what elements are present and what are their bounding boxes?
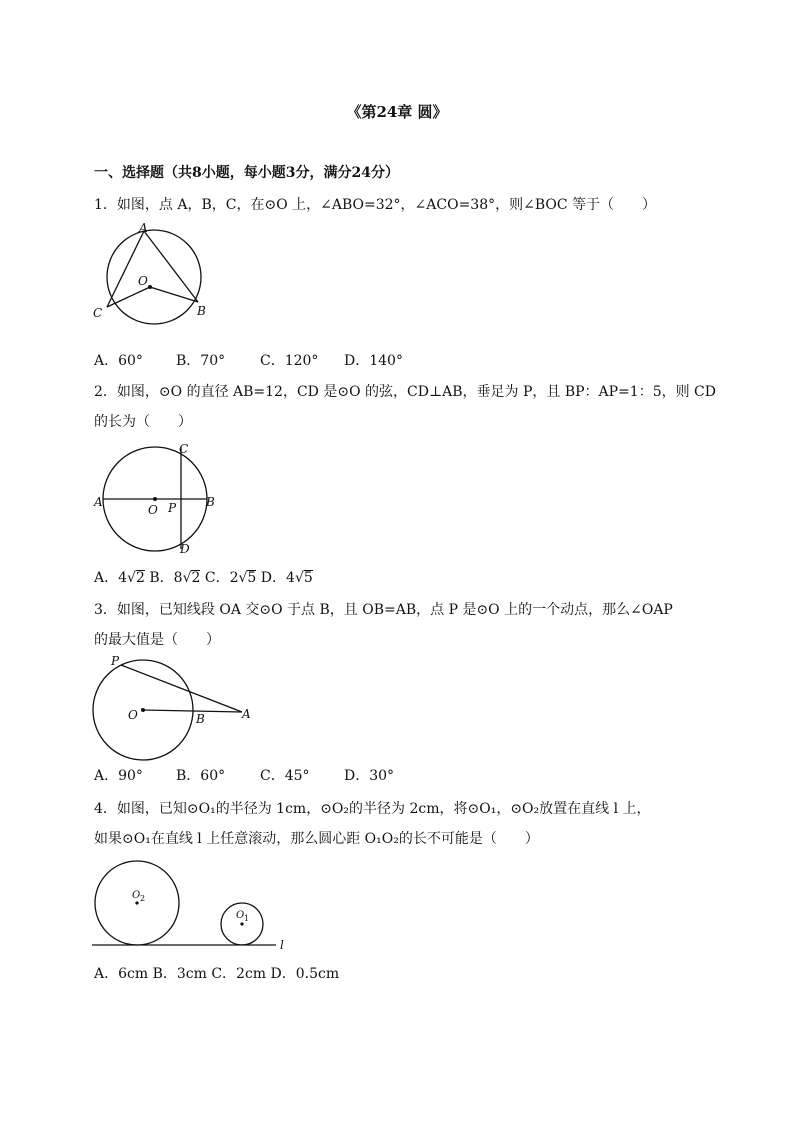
q1-option-d: D．140° xyxy=(344,353,403,369)
q1-option-a: A．60° xyxy=(94,353,143,369)
q2-stem-line2: 的长为（ ） xyxy=(94,414,192,430)
q1-stem: 1．如图，点 A，B，C，在⊙O 上，∠ABO=32°，∠ACO=38°，则∠BOC 等于（ ） xyxy=(94,197,657,213)
q3-options xyxy=(94,766,394,786)
q2-label-C: C xyxy=(179,442,189,456)
q2-label-O: O xyxy=(148,503,158,517)
q3-stem-line1: 3．如图，已知线段 OA 交⊙O 于点 B，且 OB=AB，点 P 是⊙O 上的一个动点，那么∠OAP xyxy=(94,602,673,618)
q2-option-a: A．4√2 xyxy=(94,570,145,586)
q4-label-O2: O xyxy=(132,890,141,901)
q4-options: A．6cm B．3cm C．2cm D．0.5cm xyxy=(94,966,340,982)
q2-option-d: D．4√5 xyxy=(260,570,313,586)
q2-label-A: A xyxy=(94,495,103,509)
q4-label-l: l xyxy=(280,938,284,952)
q2-label-P: P xyxy=(168,501,177,515)
q4-figure xyxy=(90,860,300,950)
q4-label-O1-sub: 1 xyxy=(244,914,250,923)
q2-option-c: C．2√5 xyxy=(204,570,257,586)
q1-label-A: A xyxy=(139,221,148,235)
q3-option-a: A．90° xyxy=(94,768,143,784)
q3-option-d: D．30° xyxy=(344,768,395,784)
q3-figure xyxy=(90,653,260,763)
q3-label-O: O xyxy=(128,708,138,722)
q2-options xyxy=(94,568,313,588)
q3-option-c: C．45° xyxy=(260,768,310,784)
page-title: 《第24章 圆》 xyxy=(346,103,448,121)
q1-label-C: C xyxy=(93,306,103,320)
q2-option-b: B．8√2 xyxy=(149,570,201,586)
q1-option-c: C．120° xyxy=(260,353,319,369)
q1-option-b: B．70° xyxy=(176,353,226,369)
q4-label-O1: O xyxy=(236,910,245,921)
q3-label-A: A xyxy=(242,707,251,721)
q2-figure xyxy=(90,442,225,557)
q4-label-O2-sub: 2 xyxy=(140,894,146,903)
q1-figure xyxy=(90,222,220,332)
q1-label-O: O xyxy=(138,274,148,288)
q4-stem-line2: 如果⊙O₁在直线 l 上任意滚动，那么圆心距 O₁O₂的长不可能是（ ） xyxy=(94,831,539,847)
q1-options xyxy=(94,351,403,371)
q1-label-B: B xyxy=(197,304,206,318)
q4-stem-line1: 4．如图，已知⊙O₁的半径为 1cm，⊙O₂的半径为 2cm，将⊙O₁，⊙O₂放置在直线 l 上， xyxy=(94,801,651,817)
q3-stem-line2: 的最大值是（ ） xyxy=(94,632,220,648)
q3-label-B: B xyxy=(196,712,205,726)
q3-label-P: P xyxy=(111,654,120,668)
q2-stem-line1: 2．如图，⊙O 的直径 AB=12，CD 是⊙O 的弦，CD⊥AB，垂足为 P，且 BP：AP=1：5，则 CD xyxy=(94,384,716,400)
q2-label-D: D xyxy=(180,542,190,556)
q2-label-B: B xyxy=(206,495,215,509)
section-heading: 一、选择题（共8小题，每小题3分，满分24分） xyxy=(94,165,399,181)
q3-option-b: B．60° xyxy=(176,768,226,784)
